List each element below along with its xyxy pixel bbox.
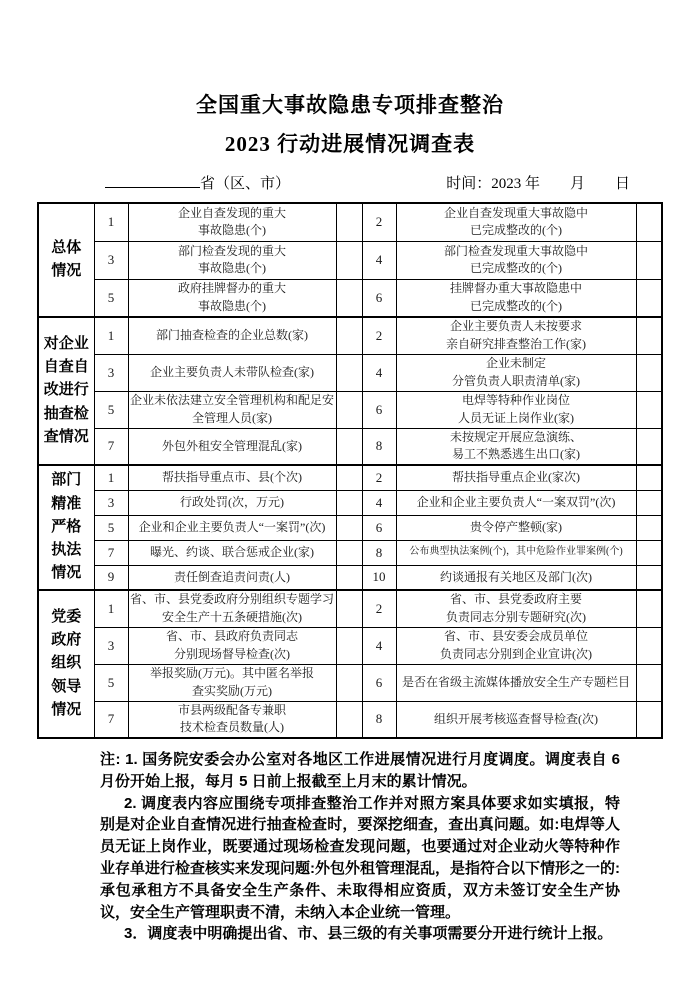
item-number: 6 <box>362 391 396 428</box>
item-line: 事故隐患(个) <box>198 298 266 313</box>
item-label <box>396 590 636 627</box>
item-label <box>396 317 636 354</box>
section-label-leadership: 党委政府组织领导情况 <box>38 590 94 738</box>
item-number: 8 <box>362 428 396 465</box>
item-label <box>128 465 336 490</box>
item-number: 4 <box>362 627 396 664</box>
item-label <box>396 391 636 428</box>
item-line: 举报奖励(万元)。其中匿名举报 <box>150 666 314 681</box>
region-blank-field <box>105 173 200 188</box>
value-cell <box>336 279 362 317</box>
item-line: 安全生产十五条硬措施(次) <box>162 609 302 624</box>
item-number: 2 <box>362 203 396 241</box>
section-label-enforcement: 部门精准严格执法情况 <box>38 465 94 590</box>
page-title: 全国重大事故隐患专项排查整治 <box>196 93 504 117</box>
item-line: 挂牌督办重大事故隐患中 <box>449 281 582 296</box>
item-number: 1 <box>94 590 128 627</box>
value-cell <box>336 565 362 590</box>
item-line: 政府挂牌督办的重大 <box>177 281 286 296</box>
section-label-overall: 总体情况 <box>38 203 94 317</box>
value-cell <box>636 540 662 565</box>
item-label <box>128 428 336 465</box>
item-number: 6 <box>362 664 396 701</box>
item-line: 省、市、县政府负责同志 <box>165 629 298 644</box>
item-line: 帮扶指导重点企业(家次) <box>452 470 580 485</box>
region-line <box>105 172 290 193</box>
item-line: 企业主要负责人未按要求 <box>449 319 582 334</box>
item-label <box>128 590 336 627</box>
item-line: 曝光、约谈、联合惩戒企业(家) <box>150 544 314 559</box>
item-number: 1 <box>94 317 128 354</box>
item-label <box>396 701 636 738</box>
value-cell <box>336 317 362 354</box>
item-number: 7 <box>94 428 128 465</box>
value-cell <box>636 354 662 391</box>
item-label <box>128 391 336 428</box>
time-line: 时间：2023 年 月 日 <box>446 176 630 192</box>
item-line: 分别现场督导检查(次) <box>174 646 290 661</box>
value-cell <box>636 203 662 241</box>
item-label <box>128 317 336 354</box>
item-line: 部门抽查检查的企业总数(家) <box>156 328 308 343</box>
value-cell <box>636 465 662 490</box>
item-label <box>396 515 636 540</box>
item-label <box>128 664 336 701</box>
value-cell <box>336 391 362 428</box>
item-line: 部门检查发现重大事故隐中 <box>443 243 588 258</box>
item-line: 责任倒查追责问责(人) <box>174 569 290 584</box>
item-line: 省、市、县党委政府主要 <box>449 592 582 607</box>
item-line: 组织开展考核巡查督导检查(次) <box>434 711 598 726</box>
item-number: 3 <box>94 241 128 279</box>
item-label <box>128 241 336 279</box>
item-line: 查实奖励(万元) <box>192 683 272 698</box>
item-number: 5 <box>94 279 128 317</box>
item-number: 2 <box>362 590 396 627</box>
value-cell <box>336 627 362 664</box>
item-number: 3 <box>94 354 128 391</box>
item-line: 公布典型执法案例(个)，其中危险作业罪案例(个) <box>409 546 623 558</box>
value-cell <box>336 540 362 565</box>
item-label <box>396 540 636 565</box>
value-cell <box>636 241 662 279</box>
item-label <box>128 540 336 565</box>
value-cell <box>336 203 362 241</box>
survey-table <box>37 202 663 739</box>
footnotes <box>100 749 620 945</box>
item-line: 帮扶指导重点市、县(个次) <box>162 470 302 485</box>
item-number: 1 <box>94 465 128 490</box>
item-label <box>396 490 636 515</box>
item-number: 2 <box>362 317 396 354</box>
item-line: 已完成整改的(个) <box>470 261 562 275</box>
item-label <box>396 203 636 241</box>
item-line: 企业未依法建立安全管理机构和配足安 <box>129 393 334 408</box>
value-cell <box>336 354 362 391</box>
item-line: 市县两级配备专兼职 <box>177 702 286 717</box>
item-number: 5 <box>94 391 128 428</box>
item-number: 6 <box>362 279 396 317</box>
value-cell <box>636 279 662 317</box>
value-cell <box>636 515 662 540</box>
note-2: 2. 调度表内容应围绕专项排查整治工作并对照方案具体要求如实填报，特别是对企业自查情况进行抽查检查时，要深挖细查，查出真问题。如:电焊等人员无证上岗作业，既要通过现场检查发现问题，也要通过对企业动火等特种作业存单进行检查核实来发现问题:外包外租管理混乱，是指符合以下情形之一的:承包承租方不具备安全生产条件、未取得相应资质，双方未签订安全生产协议，安全生产管理职责不清，未纳入本企业统一管理。 <box>100 794 620 921</box>
value-cell <box>336 490 362 515</box>
section-label-spot-check: 对企业自查自改进行抽查检查情况 <box>38 317 94 465</box>
form-header <box>105 172 630 193</box>
item-line: 全管理人员(家) <box>192 410 272 425</box>
item-line: 亲自研究排查整治工作(家) <box>446 336 586 351</box>
item-number: 1 <box>94 203 128 241</box>
item-line: 技术检查员数量(人) <box>180 720 284 735</box>
value-cell <box>336 701 362 738</box>
value-cell <box>636 590 662 627</box>
item-line: 易工不熟悉逃生出口(家) <box>452 447 580 462</box>
value-cell <box>636 664 662 701</box>
value-cell <box>336 664 362 701</box>
item-line: 负责同志分别到企业宣讲(次) <box>440 646 592 661</box>
item-line: 事故隐患(个) <box>198 261 266 275</box>
item-label <box>128 354 336 391</box>
item-number: 9 <box>94 565 128 590</box>
item-line: 人员无证上岗作业(家) <box>458 410 574 425</box>
item-number: 7 <box>94 701 128 738</box>
value-cell <box>336 241 362 279</box>
item-number: 5 <box>94 664 128 701</box>
region-suffix: 省（区、市） <box>200 176 291 192</box>
item-label <box>128 279 336 317</box>
item-line: 企业自查发现的重大 <box>177 205 286 220</box>
item-label <box>396 241 636 279</box>
item-label <box>128 627 336 664</box>
item-line: 负责同志分别专题研究(次) <box>446 609 586 624</box>
page-subtitle: 2023 行动进展情况调查表 <box>224 132 476 156</box>
item-number: 3 <box>94 490 128 515</box>
value-cell <box>636 565 662 590</box>
item-line: 省、市、县安委会成员单位 <box>443 629 588 644</box>
item-label <box>396 428 636 465</box>
item-number: 5 <box>94 515 128 540</box>
note-1: 注: 1. 国务院安委会办公室对各地区工作进展情况进行月度调度。调度表自 6 月份开始上报，每月 5 日前上报截至上月末的累计情况。 <box>100 751 620 790</box>
item-label <box>396 627 636 664</box>
value-cell <box>336 465 362 490</box>
item-number: 4 <box>362 490 396 515</box>
value-cell <box>336 428 362 465</box>
item-number: 4 <box>362 241 396 279</box>
item-number: 7 <box>94 540 128 565</box>
item-line: 企业未制定 <box>485 356 546 371</box>
item-line: 部门检查发现的重大 <box>177 243 286 258</box>
item-number: 10 <box>362 565 396 590</box>
value-cell <box>336 590 362 627</box>
value-cell <box>336 515 362 540</box>
item-line: 已完成整改的(个) <box>470 298 562 313</box>
value-cell <box>636 428 662 465</box>
value-cell <box>636 317 662 354</box>
item-line: 企业主要负责人未带队检查(家) <box>150 364 314 379</box>
item-line: 未按规定开展应急演练、 <box>449 429 582 444</box>
item-number: 3 <box>94 627 128 664</box>
item-number: 8 <box>362 701 396 738</box>
value-cell <box>636 490 662 515</box>
item-label <box>128 515 336 540</box>
item-line: 事故隐患(个) <box>198 223 266 238</box>
item-line: 省、市、县党委政府分别组织专题学习 <box>129 592 334 607</box>
item-line: 企业和企业主要负责人“一案双罚”(次) <box>416 494 616 509</box>
item-line: 分管负责人职责清单(家) <box>452 373 580 388</box>
item-line: 电焊等特种作业岗位 <box>461 393 570 408</box>
item-line: 企业和企业主要负责人“一案罚”(次) <box>138 519 326 534</box>
item-line: 约谈通报有关地区及部门(次) <box>440 569 592 584</box>
item-number: 8 <box>362 540 396 565</box>
item-label <box>128 203 336 241</box>
value-cell <box>636 391 662 428</box>
item-line: 已完成整改的(个) <box>470 223 562 238</box>
item-number: 2 <box>362 465 396 490</box>
item-label <box>396 664 636 701</box>
value-cell <box>636 701 662 738</box>
item-label <box>396 565 636 590</box>
item-line: 外包外租安全管理混乱(家) <box>162 438 302 453</box>
item-line: 企业自查发现重大事故隐中 <box>443 205 588 220</box>
item-label <box>128 565 336 590</box>
item-label <box>396 279 636 317</box>
item-number: 6 <box>362 515 396 540</box>
item-label <box>396 465 636 490</box>
item-label <box>128 490 336 515</box>
item-label <box>396 354 636 391</box>
item-number: 4 <box>362 354 396 391</box>
item-label <box>128 701 336 738</box>
note-3: 3．调度表中明确提出省、市、县三级的有关事项需要分开进行统计上报。 <box>124 925 613 943</box>
value-cell <box>636 627 662 664</box>
item-line: 行政处罚(次，万元) <box>180 494 284 509</box>
item-line: 是否在省级主流媒体播放安全生产专题栏目 <box>401 674 630 689</box>
item-line: 贵令停产整顿(家) <box>470 519 562 534</box>
